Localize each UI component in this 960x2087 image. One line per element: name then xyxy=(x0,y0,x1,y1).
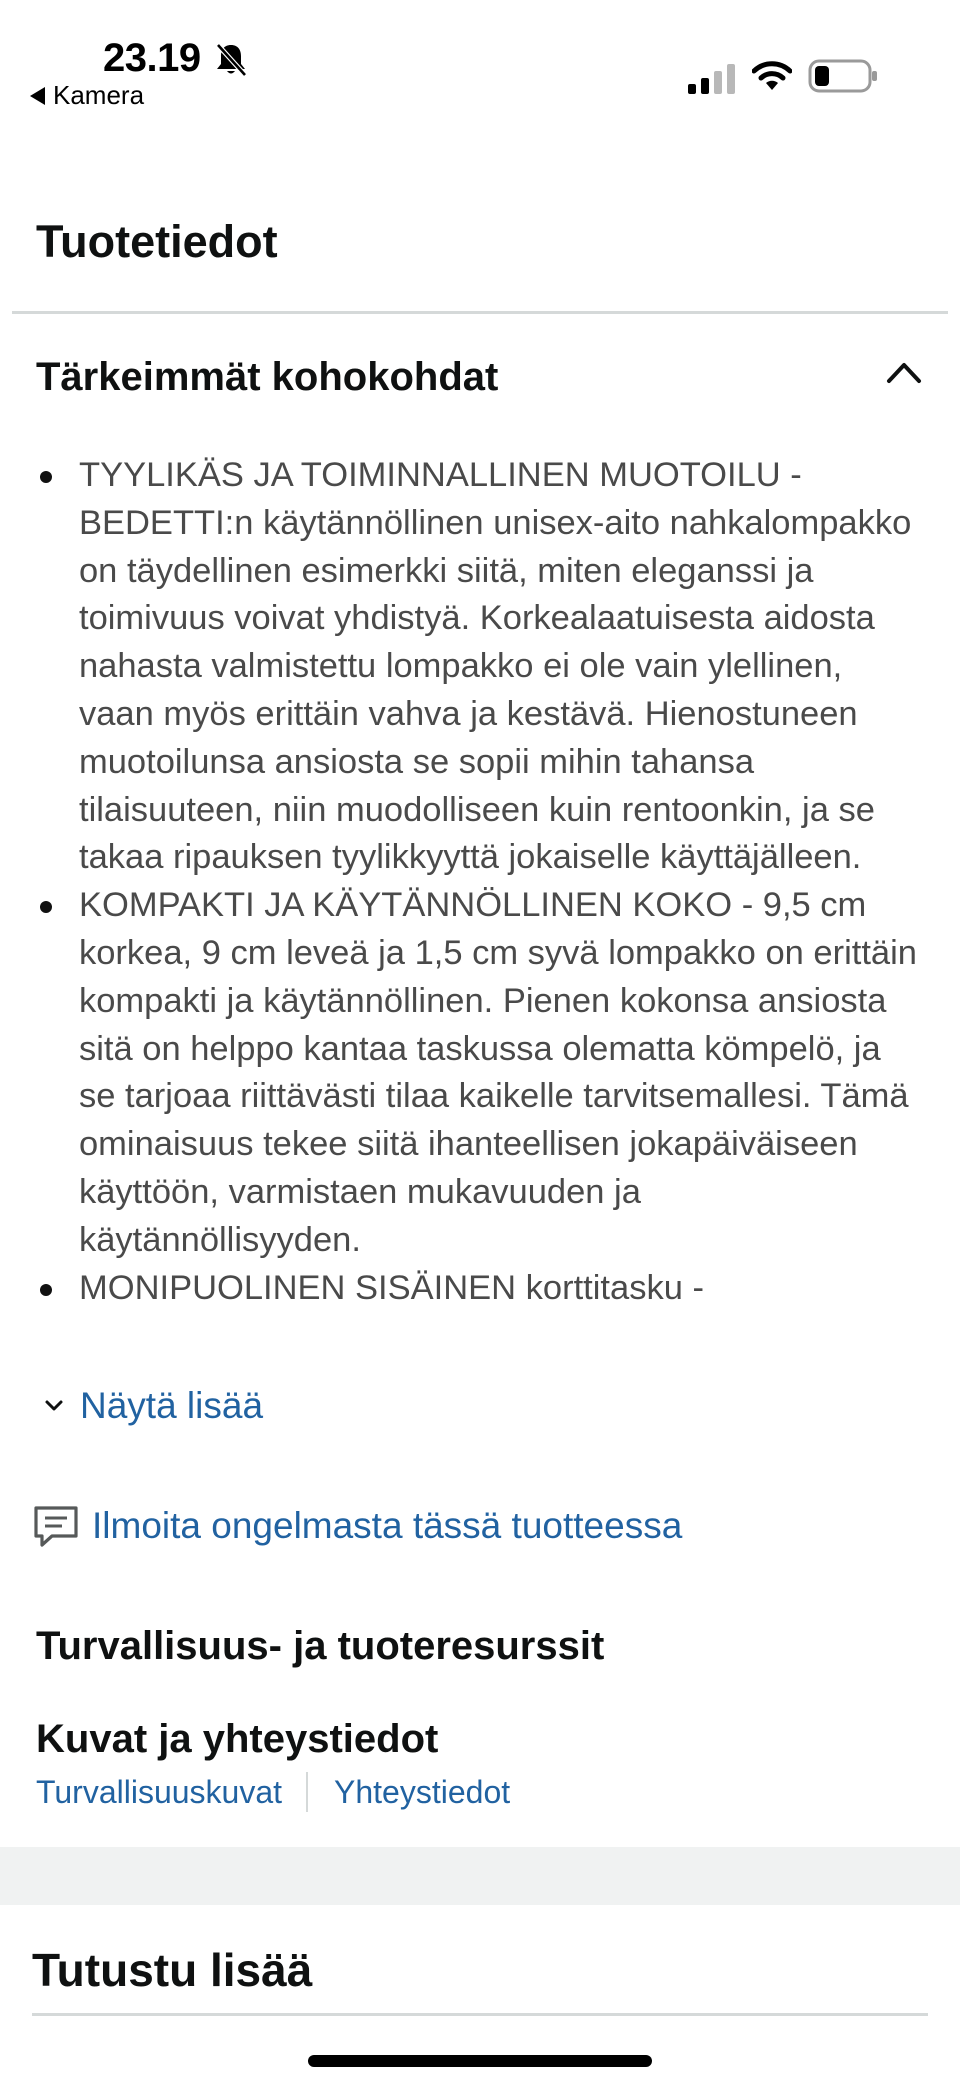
report-issue-label: Ilmoita ongelmasta tässä tuotteessa xyxy=(92,1505,683,1546)
show-more-label: Näytä lisää xyxy=(80,1385,264,1426)
feedback-icon xyxy=(32,1502,80,1550)
divider xyxy=(12,311,948,314)
chevron-up-icon[interactable] xyxy=(886,360,922,384)
safety-title: Turvallisuus- ja tuoteresurssit xyxy=(36,1624,605,1668)
divider xyxy=(32,2013,928,2016)
status-time: 23.19 xyxy=(103,36,201,80)
highlight-item: TYYLIKÄS JA TOIMINNALLINEN MUOTOILU - BEDETTI:n käytännöllinen unisex-aito nahkalompakko on täydellinen esimerkki siitä, miten eleganssi ja toimivuus voivat yhdistyä. Korkealaatuisesta aidosta nahasta valmistettu lompakko ei ole vain ylellinen, vaan myös erittäin vahva ja kestävä. Hienostuneen muotoilunsa ansiosta se sopii mihin tahansa tilaisuuteen, niin muodolliseen kuin rentoonkin, ja se takaa ripauksen tyylikkyyttä jokaiselle käyttäjälleen. xyxy=(0,452,960,882)
safety-links xyxy=(36,1772,510,1812)
back-label: Kamera xyxy=(53,80,145,110)
contact-link[interactable]: Yhteystiedot xyxy=(334,1773,511,1810)
text-fade xyxy=(0,1326,960,1376)
highlight-item: KOMPAKTI JA KÄYTÄNNÖLLINEN KOKO - 9,5 cm korkea, 9 cm leveä ja 1,5 cm syvä lompakko on erittäin kompakti ja käytännöllinen. Pienen kokonsa ansiosta sitä on helppo kantaa taskussa olematta kömpelö, ja se tarjoaa riittävästi tilaa kaikelle tarvitsemallesi. Tämä ominaisuus tekee siitä ihanteellisen jokapäiväiseen käyttöön, varmistaen mukavuuden ja käytännöllisyyden. xyxy=(0,882,960,1264)
section-title: Tuotetiedot xyxy=(36,216,278,267)
back-to-camera[interactable] xyxy=(30,80,144,111)
battery-icon xyxy=(808,59,878,93)
cellular-signal-icon xyxy=(688,64,736,94)
back-arrow-icon xyxy=(30,87,45,105)
bell-slash-icon xyxy=(214,42,248,78)
section-separator xyxy=(0,1847,960,1905)
images-contact-title: Kuvat ja yhteystiedot xyxy=(36,1717,439,1761)
link-separator xyxy=(306,1772,308,1812)
wifi-icon xyxy=(752,60,792,92)
explore-title: Tutustu lisää xyxy=(32,1944,313,1996)
chevron-down-icon xyxy=(44,1399,64,1413)
highlights-list xyxy=(0,452,960,1372)
highlights-title[interactable]: Tärkeimmät kohokohdat xyxy=(36,355,499,399)
home-indicator[interactable] xyxy=(308,2055,652,2067)
safety-images-link[interactable]: Turvallisuuskuvat xyxy=(36,1773,283,1810)
highlight-item: MONIPUOLINEN SISÄINEN korttitasku - xyxy=(0,1265,960,1313)
report-issue-link[interactable] xyxy=(32,1502,682,1550)
show-more-link[interactable] xyxy=(44,1385,263,1427)
